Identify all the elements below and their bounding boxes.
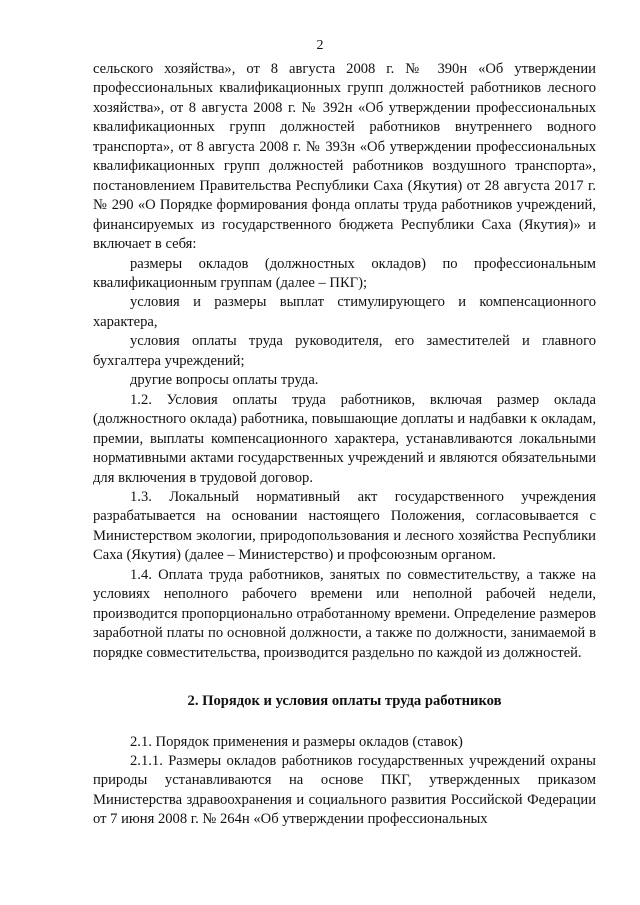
paragraph-continuation: сельского хозяйства», от 8 августа 2008 г. № 390н «Об утверждении профессиональных квалификационных групп должностей работников лесного хозяйства», от 8 августа 2008 г. № 392н «Об утверждении профессиональных квалификационных групп должностей работников внутреннего водного транспорта», от 8 августа 2008 г. № 393н «Об утверждении профессиональных квалификационных групп должностей работников воздушного транспорта», постановлением Правительства Республики Саха (Якутия) от 28 августа 2017 г. № 290 «О Порядке формирования фонда оплаты труда работников учреждений, финансируемых из государственного бюджета Республики Саха (Якутия)» и включает в себя: (93, 61, 596, 253)
paragraph-1-3: 1.3. Локальный нормативный акт государственного учреждения разрабатывается на основании настоящего Положения, согласовывается с Министерством экологии, природопользования и лесного хозяйства Республики Саха (Якутия) (далее – Министерство) и профсоюзным органом. (93, 488, 596, 564)
document-body (93, 60, 596, 830)
section-heading: 2. Порядок и условия оплаты труда работников (187, 693, 502, 710)
paragraph-2-1: 2.1. Порядок применения и размеры окладов (ставок) (130, 733, 463, 750)
paragraph-list-item: условия оплаты труда руководителя, его заместителей и главного бухгалтера учреждений; (93, 333, 596, 369)
paragraph-1-2: 1.2. Условия оплаты труда работников, включая размер оклада (должностного оклада) работника, повышающие доплаты и надбавки к окладам, премии, выплаты компенсационного характера, устанавливаются локальными нормативными актами государственных учреждений и являются обязательными для включения в трудовой договор. (93, 391, 596, 486)
page-number: 2 (316, 38, 324, 53)
paragraph-list-item: размеры окладов (должностных окладов) по профессиональным квалификационным группам (далее – ПКГ); (93, 255, 596, 291)
paragraph-list-item: условия и размеры выплат стимулирующего и компенсационного характера, (93, 294, 596, 330)
paragraph-list-item: другие вопросы оплаты труда. (130, 372, 319, 389)
paragraph-1-4: 1.4. Оплата труда работников, занятых по совместительству, а также на условиях неполного рабочего времени или неполной рабочей недели, производится пропорционально отработанному времени. Определение размеров заработной платы по основной должности, а также по должности, занимаемой в порядке совместительства, производится раздельно по каждой из должностей. (93, 566, 596, 661)
paragraph-2-1-1: 2.1.1. Размеры окладов работников государственных учреждений охраны природы устанавливаются на основе ПКГ, утвержденных приказом Министерства здравоохранения и социального развития Российской Федерации от 7 июня 2008 г. № 264н «Об утверждении профессиональных (93, 752, 596, 828)
